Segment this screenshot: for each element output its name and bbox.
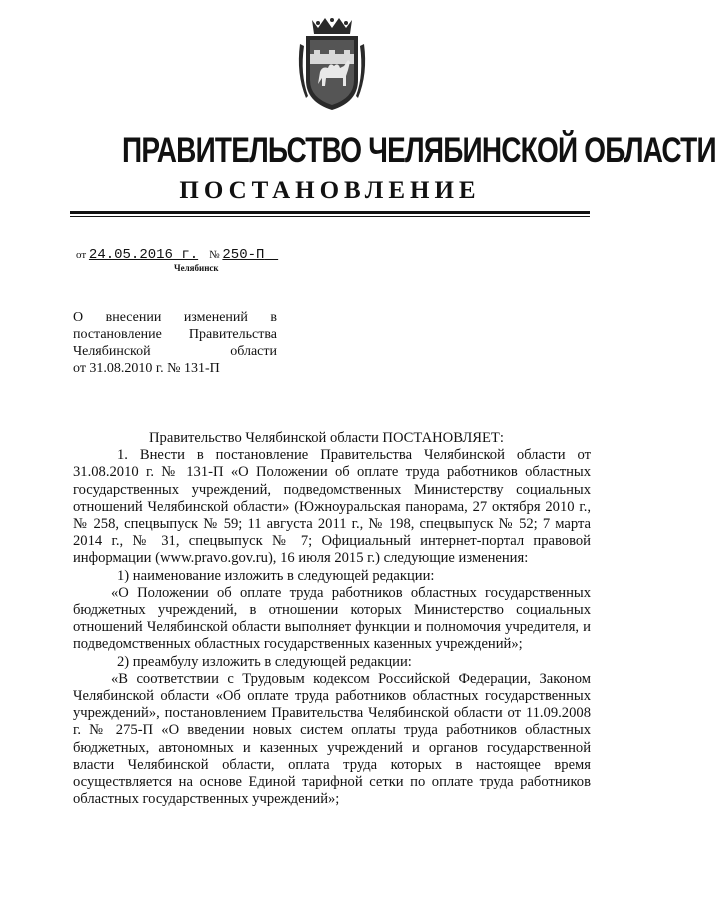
document-date: 24.05.2016 г. [88, 247, 199, 263]
body-subitem-2-text: «В соответствии с Трудовым кодексом Российской Федерации, Законом Челябинской области «Об оплате труда работников областных государственных учреждений», постановлением Правительства Челябинской области от 11.09.2008 г. № 275-П «О введении новых систем оплаты труда работников областных бюджетных, автономных и казенных учреждений и органов государственной власти Челябинской области, оплата труда которых в настоящее время осуществляется на основе Единой тарифной сетки по оплате труда работников областных государственных учреждений»; [73, 670, 591, 808]
document-number: 250-П [222, 247, 265, 263]
body-preamble: Правительство Челябинской области ПОСТАНОВЛЯЕТ: [149, 430, 504, 446]
date-prefix: от [76, 249, 87, 261]
city-label: Челябинск [174, 263, 219, 273]
body-item-1: 1. Внести в постановление Правительства Челябинской области от 31.08.2010 г. № 131-П «О Положении об оплате труда работников областных государственных учреждений, подведомственных Министерству социальных отношений Челябинской области» (Южноуральская панорама, 27 октября 2010 г., № 258, спецвыпуск № 59; 11 августа 2011 г., № 198, спецвыпуск № 52; 7 марта 2014 г., № 31, спецвыпуск № 7; Официальный интернет-портал правовой информации (www.pravo.gov.ru), 16 июля 2015 г.) следующие изменения: [73, 447, 591, 567]
document-body [73, 430, 591, 808]
body-subitem-1-text: «О Положении об оплате труда работников областных государственных бюджетных учреждений, в отношении которых Министерство социальных отношений Челябинской области выполняет функции и полномочия учредителя, и подведомственных областных государственных казенных учреждений»; [73, 584, 591, 653]
subject-line-2: постановление Правительства [73, 327, 277, 342]
body-subitem-1: 1) наименование изложить в следующей редакции: [117, 567, 435, 584]
document-subject [73, 309, 277, 360]
number-sign: № [209, 249, 220, 261]
document-type-title: ПОСТАНОВЛЕНИЕ [179, 177, 481, 204]
government-title: ПРАВИТЕЛЬСТВО ЧЕЛЯБИНСКОЙ ОБЛАСТИ [122, 131, 716, 170]
subject-line-4: от 31.08.2010 г. № 131-П [73, 361, 220, 376]
subject-line-1: О внесении изменений в [73, 310, 277, 325]
subject-line-3: Челябинской области [73, 344, 277, 359]
chelyabinsk-coat-of-arms-icon [292, 14, 372, 114]
header-rule-thick [70, 211, 590, 214]
header-rule-thin [70, 216, 590, 217]
body-subitem-2: 2) преамбулу изложить в следующей редакции: [117, 653, 412, 670]
date-number-line [76, 247, 278, 263]
